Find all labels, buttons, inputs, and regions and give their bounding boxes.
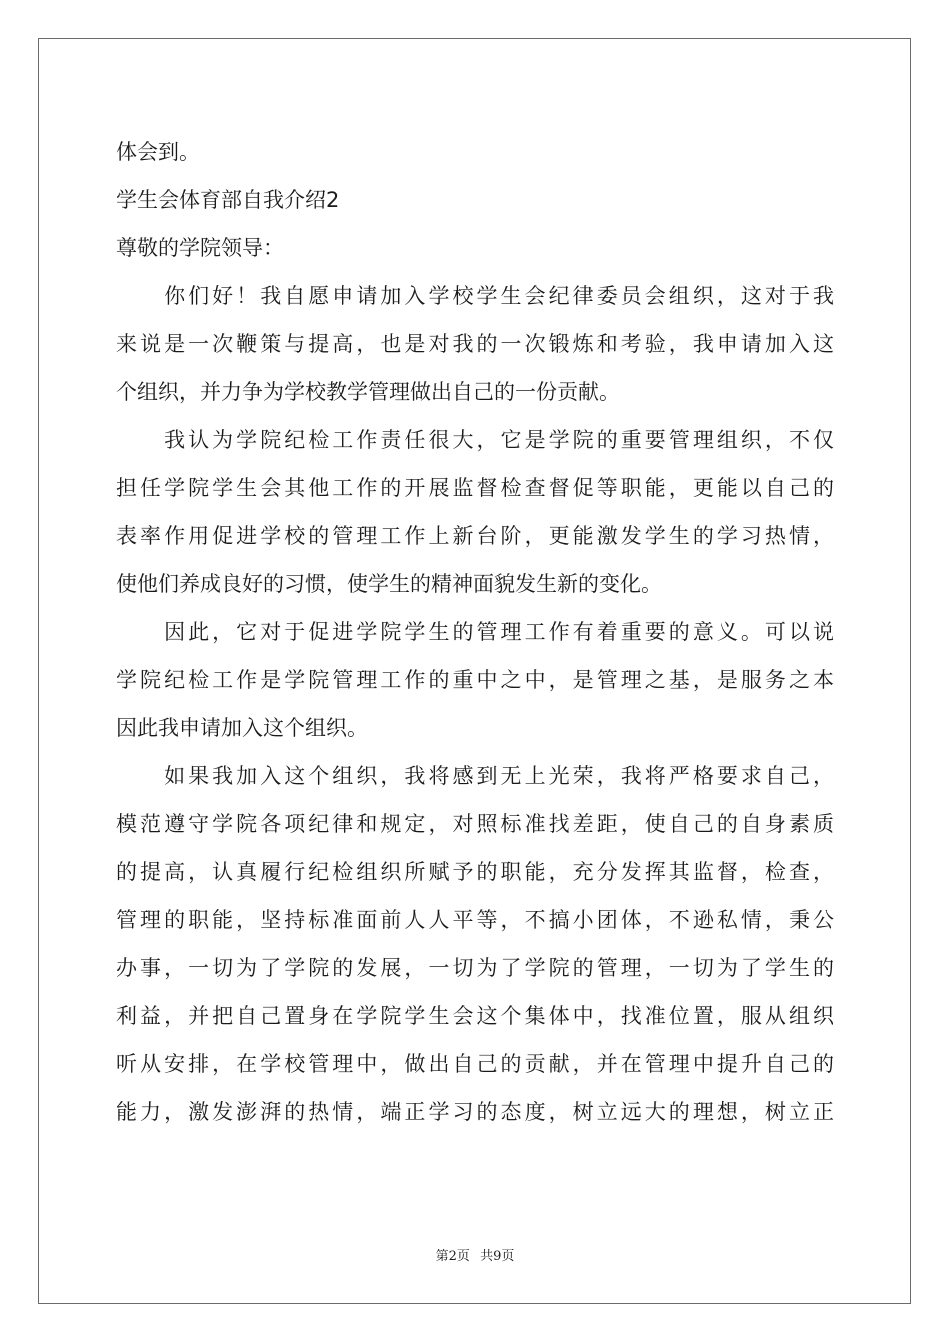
text-line: 能力，激发澎湃的热情，端正学习的态度，树立远大的理想，树立正 [116, 1100, 834, 1124]
text-line: 体会到。 [116, 140, 200, 164]
page-number: 第2页 [435, 1249, 470, 1264]
text-line: 使他们养成良好的习惯，使学生的精神面貌发生新的变化。 [116, 572, 662, 596]
text-line: 学院纪检工作是学院管理工作的重中之中，是管理之基，是服务之本 [116, 668, 834, 692]
page-total: 共9页 [480, 1249, 515, 1264]
text-line: 管理的职能，坚持标准面前人人平等，不搞小团体，不逊私情，秉公 [116, 908, 834, 932]
text-line: 尊敬的学院领导： [116, 236, 284, 260]
text-line: 听从安排，在学校管理中，做出自己的贡献，并在管理中提升自己的 [116, 1052, 834, 1076]
page-footer [0, 1245, 950, 1264]
text-line: 模范遵守学院各项纪律和规定，对照标准找差距，使自己的自身素质 [116, 812, 834, 836]
text-line: 担任学院学生会其他工作的开展监督检查督促等职能，更能以自己的 [116, 476, 834, 500]
text-line: 学生会体育部自我介绍2 [116, 188, 340, 212]
text-line: 如果我加入这个组织，我将感到无上光荣，我将严格要求自己， [116, 764, 834, 788]
text-line: 因此我申请加入这个组织。 [116, 716, 368, 740]
text-line: 你们好！我自愿申请加入学校学生会纪律委员会组织，这对于我 [116, 284, 834, 308]
text-line: 我认为学院纪检工作责任很大，它是学院的重要管理组织，不仅 [116, 428, 834, 452]
text-line: 个组织，并力争为学校教学管理做出自己的一份贡献。 [116, 380, 620, 404]
text-line: 利益，并把自己置身在学院学生会这个集体中，找准位置，服从组织 [116, 1004, 834, 1028]
document-body [116, 128, 834, 1136]
text-line: 因此，它对于促进学院学生的管理工作有着重要的意义。可以说 [116, 620, 834, 644]
text-line: 的提高，认真履行纪检组织所赋予的职能，充分发挥其监督，检查， [116, 860, 834, 884]
text-line: 办事，一切为了学院的发展，一切为了学院的管理，一切为了学生的 [116, 956, 834, 980]
text-line: 来说是一次鞭策与提高，也是对我的一次锻炼和考验，我申请加入这 [116, 332, 834, 356]
text-line: 表率作用促进学校的管理工作上新台阶，更能激发学生的学习热情， [116, 524, 834, 548]
